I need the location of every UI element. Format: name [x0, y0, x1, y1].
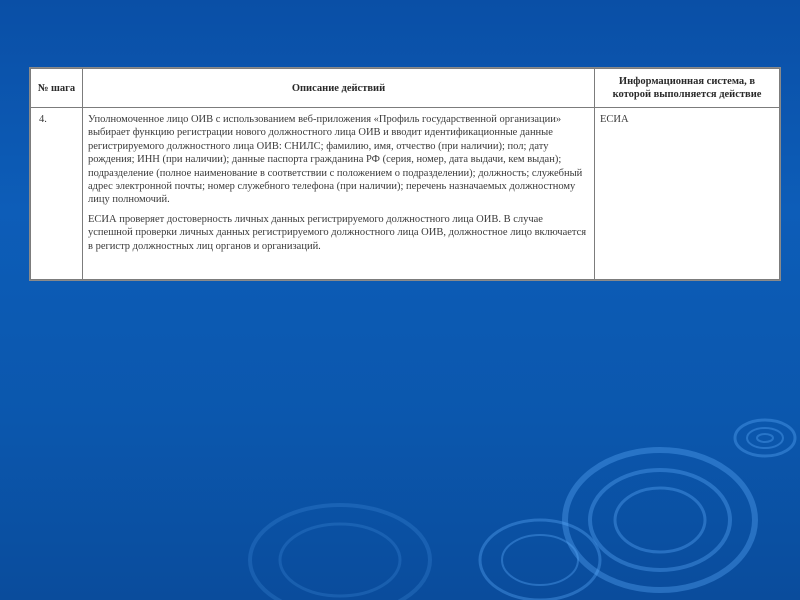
header-step-number: № шага: [31, 69, 83, 108]
table-row: [31, 108, 780, 280]
description-paragraph: Уполномоченное лицо ОИВ с использованием веб-приложения «Профиль государственной организации» выбирает функцию регистрации нового должностного лица ОИВ и вводит идентификационные данные регистрируемого должностного лица ОИВ: СНИЛС; фамилию, имя, отчество (при наличии); пол; дату рождения; ИНН (при наличии); данные паспорта гражданина РФ (серия, номер, дата выдачи, кем выдан); подразделение (полное наименование в соответствии с положением о подразделении); должность; служебный адрес электронной почты; номер служебного телефона (при наличии); перечень назначаемых должностному лицу полномочий.: [88, 114, 583, 206]
step-number-cell: 4.: [31, 108, 83, 280]
header-information-system: Информационная система, в которой выполняется действие: [595, 69, 780, 108]
description-paragraph: ЕСИА проверяет достоверность личных данных регистрируемого должностного лица ОИВ. В случае успешной проверки личных данных регистрируемого должностного лица ОИВ, должностное лицо включается в регистр должностных лиц органов и организаций.: [88, 213, 587, 252]
header-description: Описание действий: [83, 69, 595, 108]
steps-table: [30, 68, 780, 280]
description-cell: [83, 108, 595, 280]
steps-table-document: [29, 67, 781, 281]
system-cell: ЕСИА: [595, 108, 780, 280]
table-header-row: [31, 69, 780, 108]
